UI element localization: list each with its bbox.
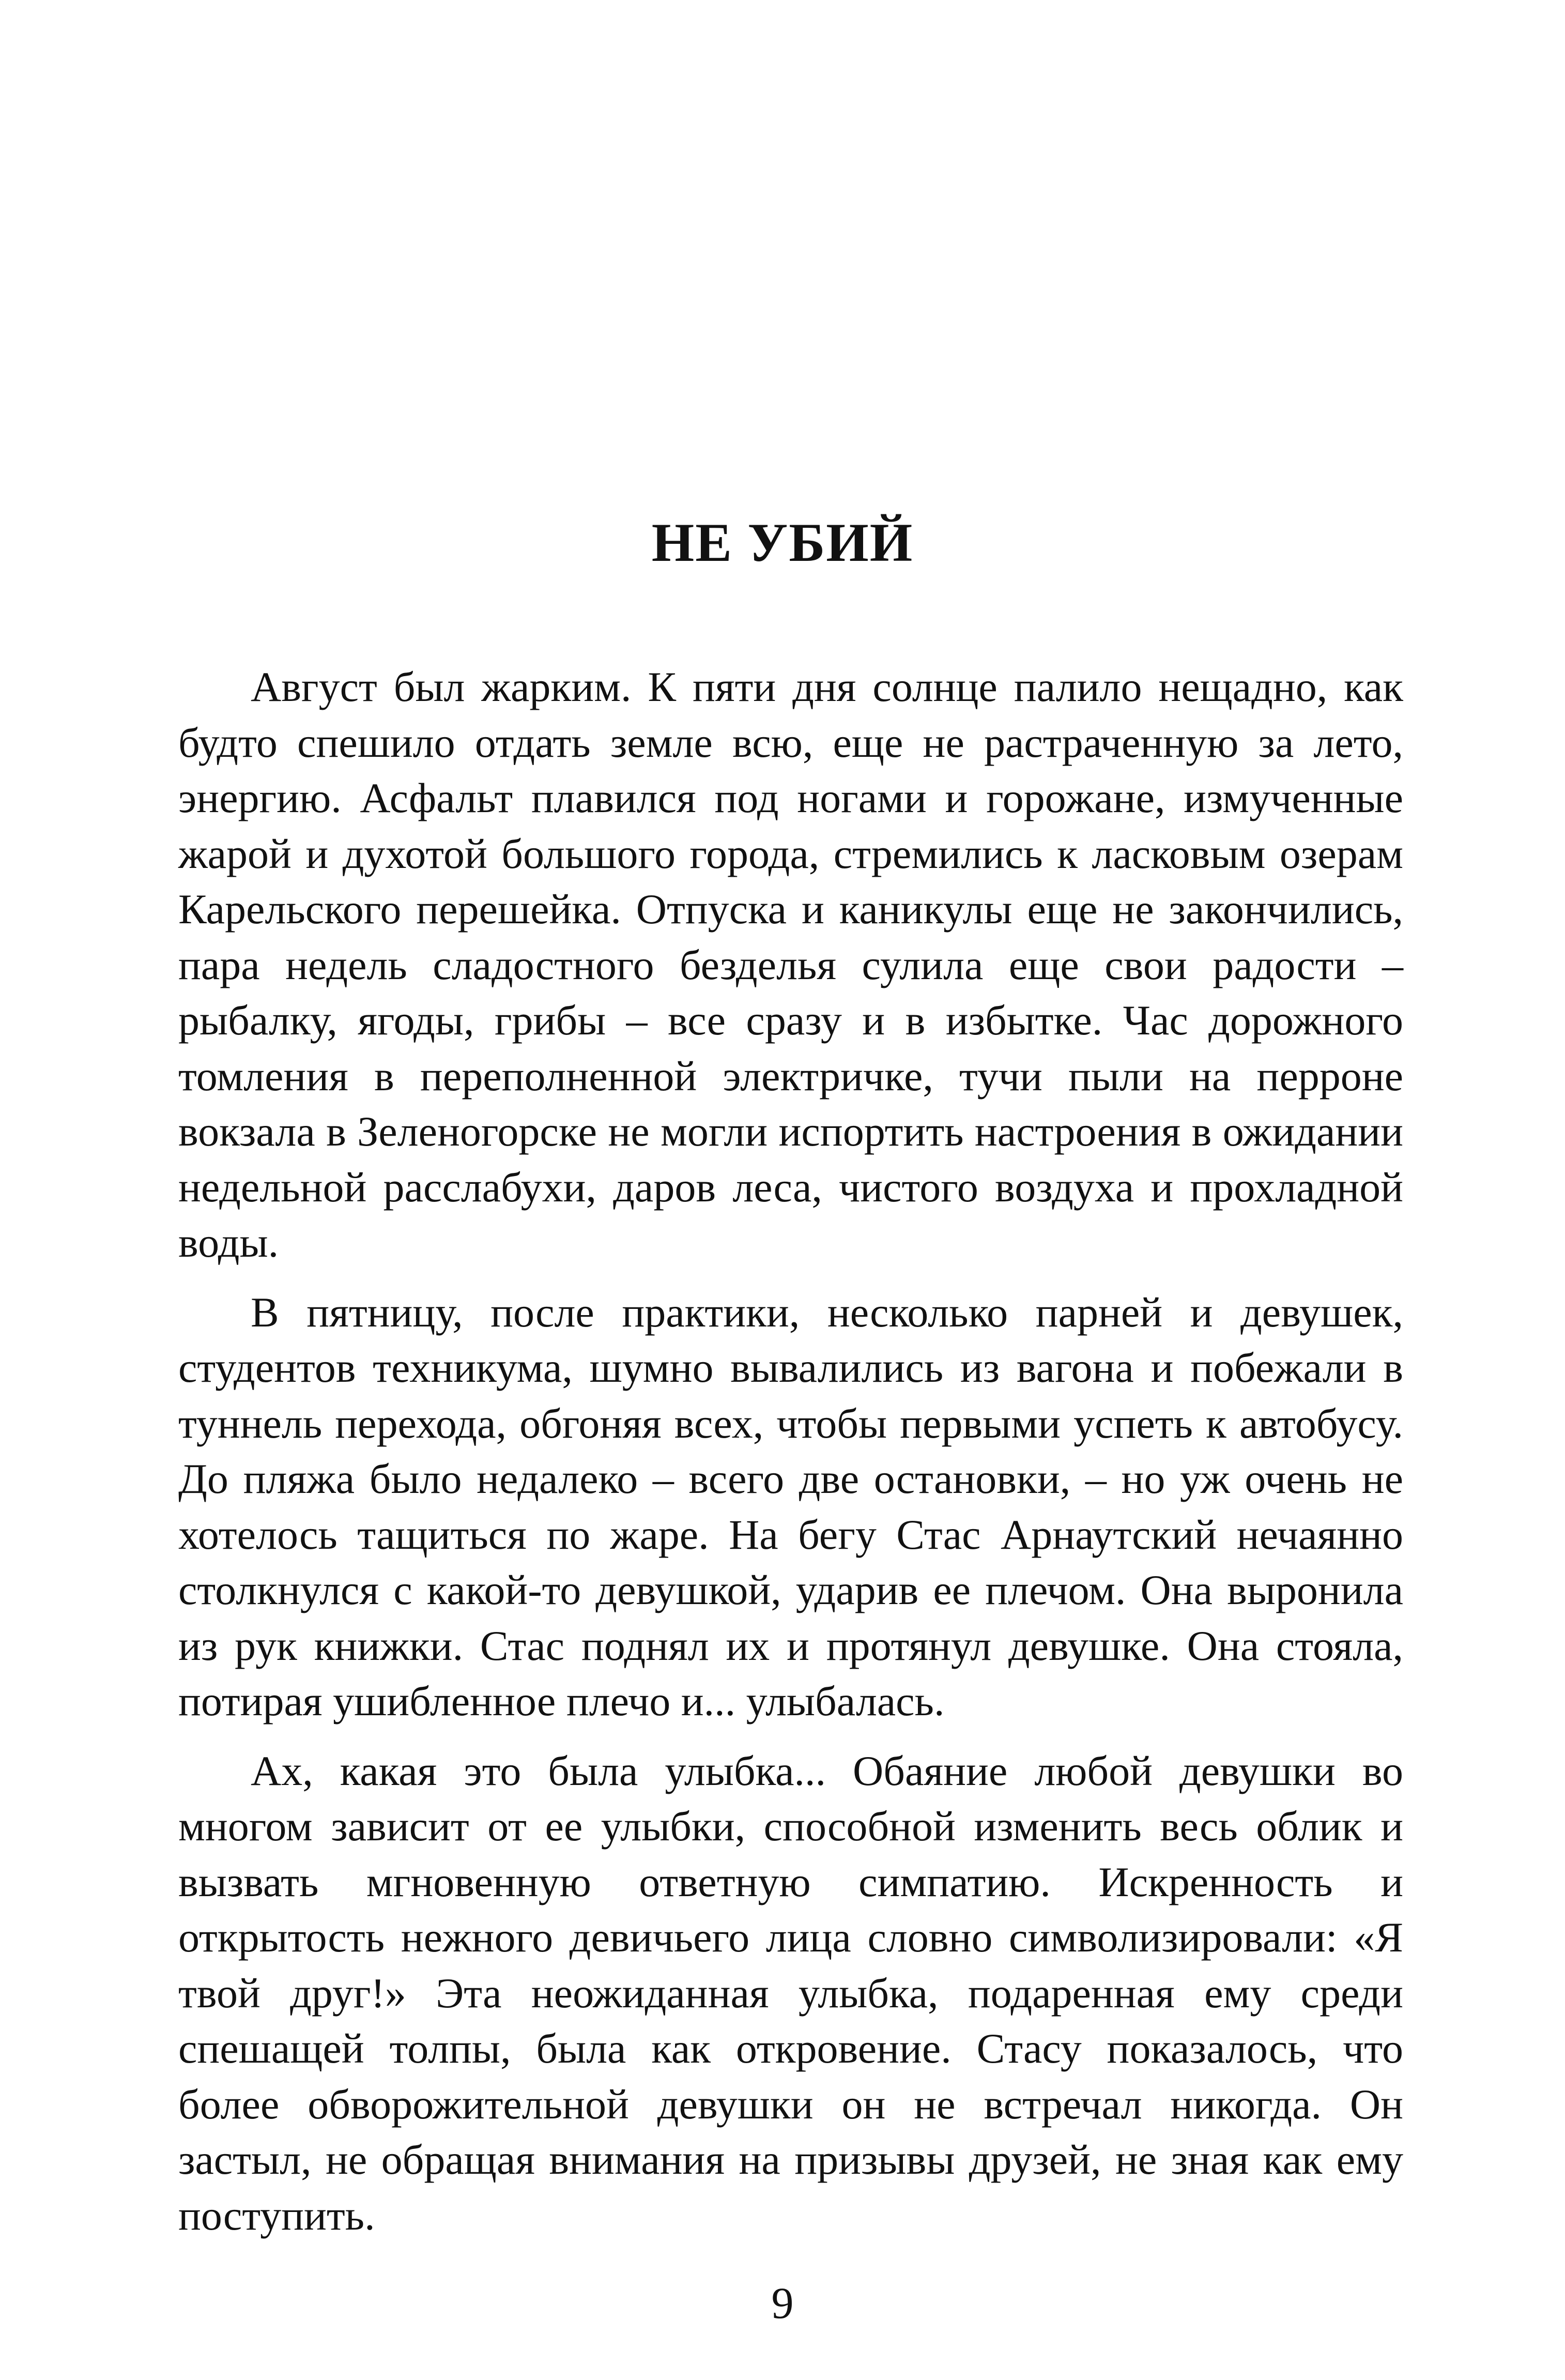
paragraph-1: Август был жарким. К пяти дня солнце палило нещадно, как будто спешило отдать земле всю, еще не растраченную за лето, энергию. Асфальт плавился под ногами и горожане, измученные жарой и духотой большого города, стремились к ласковым озерам Карельского перешейка. Отпуска и каникулы еще не закончились, пара недель сладостного безделья сулила еще свои радости – рыбалку, ягоды, грибы – все сразу и в избытке. Час дорожного томления в переполненной электричке, тучи пыли на перроне вокзала в Зеленогорске не могли испортить настроения в ожидании недельной расслабухи, даров леса, чистого воздуха и прохладной воды. bbox=[178, 663, 1403, 1266]
chapter-title: НЕ УБИЙ bbox=[651, 512, 914, 573]
paragraph-3: Ах, какая это была улыбка... Обаяние любой девушки во многом зависит от ее улыбки, способной изменить весь облик и вызвать мгновенную ответную симпатию. Искренность и открытость нежного девичьего лица словно символизировали: «Я твой друг!» Эта неожиданная улыбка, подаренная ему среди спешащей толпы, была как откровение. Стасу показалось, что более обворожительной девушки он не встречал никогда. Он застыл, не обращая внимания на призывы друзей, не зная как ему поступить. bbox=[178, 1747, 1403, 2239]
paragraph-2: В пятницу, после практики, несколько парней и девушек, студентов техникума, шумно вывалились из вагона и побежали в туннель перехода, обгоняя всех, чтобы первыми успеть к автобусу. До пляжа было недалеко – всего две остановки, – но уж очень не хотелось тащиться по жаре. На бегу Стас Арнаутский нечаянно столкнулся с какой-то девушкой, ударив ее плечом. Она выронила из рук книжки. Стас поднял их и протянул девушке. Она стояла, потирая ушибленное плечо и... улыбалась. bbox=[178, 1288, 1403, 1725]
body-text bbox=[178, 659, 1403, 2257]
page-number: 9 bbox=[771, 2278, 794, 2328]
